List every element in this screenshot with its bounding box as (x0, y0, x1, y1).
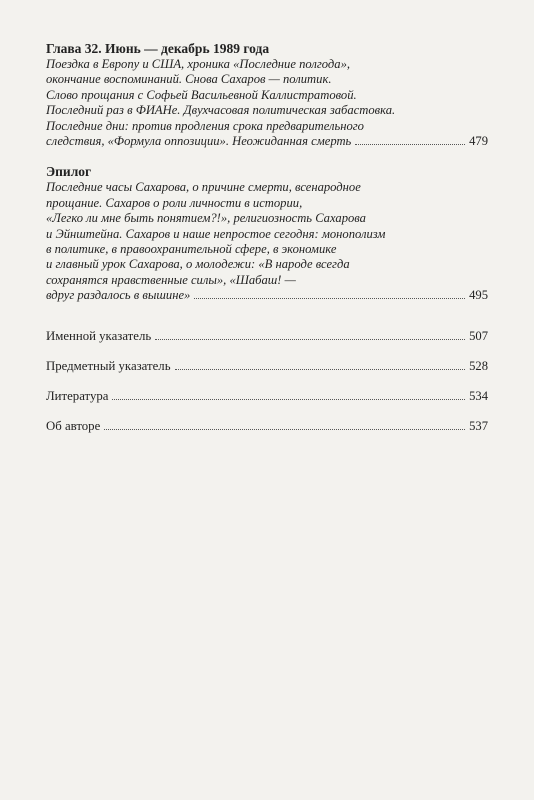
page-number: 507 (469, 328, 488, 343)
entry-label: Литература (46, 388, 109, 403)
page-number: 479 (469, 134, 488, 149)
description-line: Последний раз в ФИАНе. Двухчасовая политическая забастовка. (46, 103, 396, 118)
page-number: 528 (469, 358, 488, 373)
entry-label: Именной указатель (46, 328, 152, 343)
epilogue (46, 163, 488, 303)
chapter-title: Эпилог (46, 164, 92, 180)
entry-label: Об авторе (46, 418, 101, 433)
description-line: и главный урок Сахарова, о молодежи: «В народе всегда (46, 257, 350, 272)
toc-entry-row[interactable] (46, 134, 488, 149)
toc-entry-row[interactable] (46, 288, 488, 303)
toc-entry-about-author[interactable] (46, 418, 488, 434)
description-line: «Легко ли мне быть понятием?!», религиозность Сахарова (46, 211, 366, 226)
dot-leader (112, 389, 465, 400)
back-matter-list (46, 328, 488, 434)
dot-leader (175, 359, 466, 370)
dot-leader (194, 288, 465, 299)
description-line: сохранятся нравственные силы», «Шабаш! — (46, 272, 296, 287)
description-line: Последние дни: против продления срока предварительного (46, 118, 364, 133)
chapter-title: Глава 32. Июнь — декабрь 1989 года (46, 41, 270, 56)
toc-entry-subject-index[interactable] (46, 358, 488, 374)
description-line: Последние часы Сахарова, о причине смерти, всенародное (46, 180, 361, 195)
dot-leader (355, 134, 465, 145)
description-line: в политике, в правоохранительной сфере, в экономике (46, 242, 337, 257)
description-line: Слово прощания с Софьей Васильевной Каллистратовой. (46, 87, 357, 102)
chapter-32 (46, 40, 488, 149)
page-number: 537 (469, 418, 488, 433)
description-line: прощание. Сахаров о роли личности в истории, (46, 195, 303, 210)
description-line: окончание воспоминаний. Снова Сахаров — политик. (46, 72, 332, 87)
toc-entry-name-index[interactable] (46, 328, 488, 344)
page-number: 495 (469, 288, 488, 303)
entry-label: Предметный указатель (46, 358, 171, 373)
description-line: вдруг раздалось в вышине» (46, 288, 191, 303)
dot-leader (104, 419, 465, 430)
page-number: 534 (469, 388, 488, 403)
description-line: Поездка в Европу и США, хроника «Последние полгода», (46, 57, 351, 71)
description-line: следствия, «Формула оппозиции». Неожиданная смерть (46, 134, 352, 149)
dot-leader (155, 329, 465, 340)
description-line: и Эйнштейна. Сахаров и наше непростое сегодня: монополизм (46, 226, 386, 241)
chapter-description (46, 57, 488, 149)
table-of-contents (46, 40, 488, 448)
chapter-description (46, 180, 488, 303)
toc-entry-literature[interactable] (46, 388, 488, 404)
